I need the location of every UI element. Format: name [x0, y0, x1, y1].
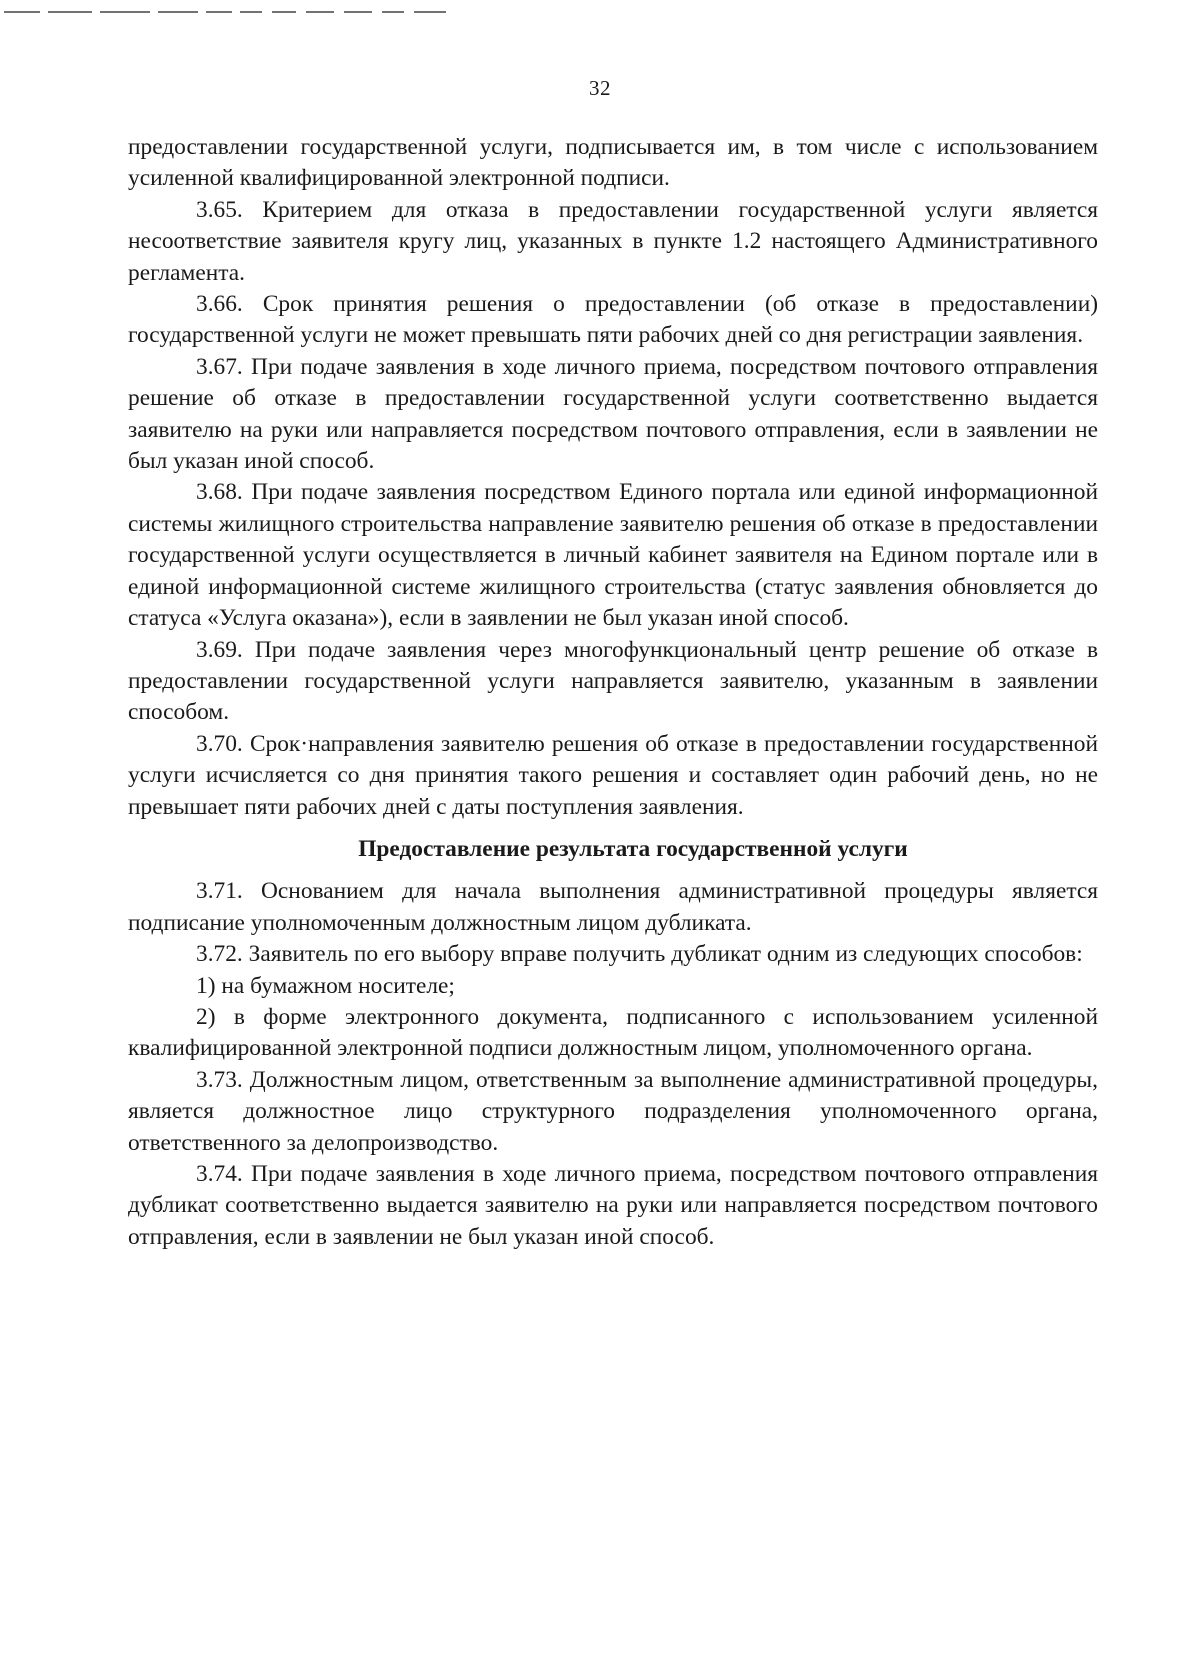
paragraph-continuation: предоставлении государственной услуги, подписывается им, в том числе с использованием усиленной квалифицированной электронной подписи.: [128, 134, 1098, 192]
page-number: 32: [589, 76, 611, 100]
paragraph-3-71: 3.71. Основанием для начала выполнения административной процедуры является подписание уполномоченным должностным лицом дубликата.: [128, 878, 1098, 936]
paragraph-3-66: 3.66. Срок принятия решения о предоставлении (об отказе в предоставлении) государственной услуги не может превышать пяти рабочих дней со дня регистрации заявления.: [128, 291, 1098, 349]
paragraph-3-73: 3.73. Должностным лицом, ответственным за выполнение административной процедуры, является должностное лицо структурного подразделения уполномоченного органа, ответственного за делопроизводство.: [128, 1066, 1098, 1156]
paragraph-3-74: 3.74. При подаче заявления в ходе личного приема, посредством почтового отправления дубликат соответственно выдается заявителю на руки или направляется посредством почтового отправления, если в заявлении не был указан иной способ.: [128, 1161, 1098, 1250]
paragraph-3-67: 3.67. При подаче заявления в ходе личного приема, посредством почтового отправления решение об отказе в предоставлении государственной услуги соответственно выдается заявителю на руки или направляется посредством почтового отправления, если в заявлении не был указан иной способ.: [128, 353, 1098, 475]
list-item-1: 1) на бумажном носителе;: [196, 972, 455, 999]
paragraph-3-70: 3.70. Срок·направления заявителю решения об отказе в предоставлении государственной услуги исчисляется со дня принятия такого решения и составляет один рабочий день, но не превышает пяти рабочих дней с даты поступления заявления.: [128, 730, 1098, 820]
paragraph-3-68: 3.68. При подаче заявления посредством Единого портала или единой информационной системы жилищного строительства направление заявителю решения об отказе в предоставлении государственной услуги осуществляется в личный кабинет заявителя на Едином портале или в единой информационной системе жилищного строительства (статус заявления обновляется до статуса «Услуга оказана»), если в заявлении не был указан иной способ.: [128, 479, 1098, 632]
section-heading: Предоставление результата государственной услуги: [358, 835, 908, 862]
paragraph-3-65: 3.65. Критерием для отказа в предоставлении государственной услуги является несоответствие заявителя кругу лиц, указанных в пункте 1.2 настоящего Административного регламента.: [128, 196, 1098, 286]
scan-artifact-marks: [0, 8, 450, 16]
list-item-2: 2) в форме электронного документа, подписанного с использованием усиленной квалифицированной электронной подписи должностным лицом, уполномоченного органа.: [128, 1003, 1098, 1062]
paragraph-3-72: 3.72. Заявитель по его выбору вправе получить дубликат одним из следующих способов:: [196, 941, 1083, 968]
document-body: [128, 132, 1098, 1253]
paragraph-3-69: 3.69. При подаче заявления через многофункциональный центр решение об отказе в предоставлении государственной услуги направляется заявителю, указанным в заявлении способом.: [128, 636, 1098, 726]
